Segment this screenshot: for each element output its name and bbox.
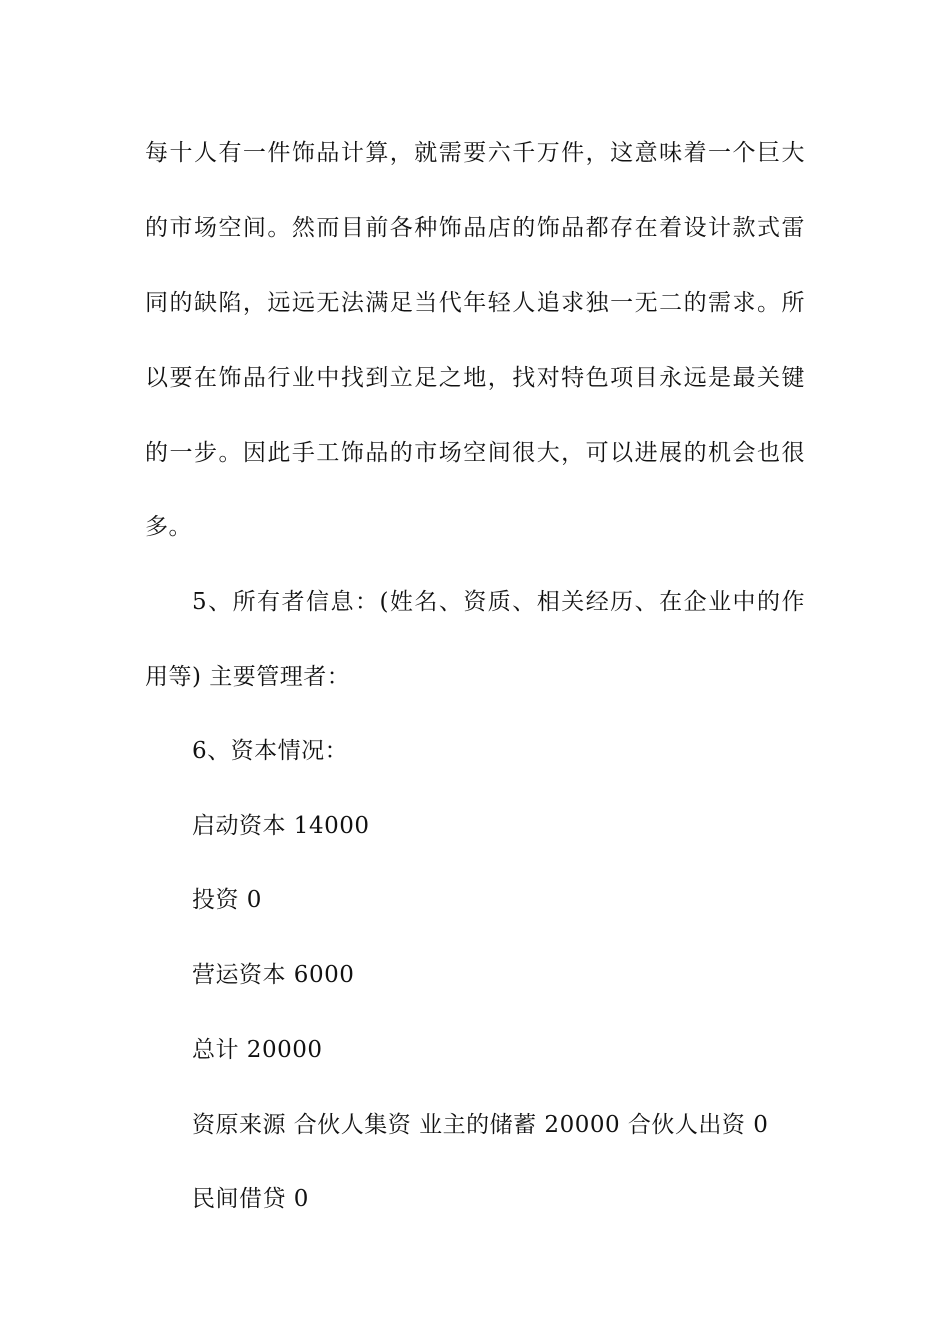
market-paragraph-line-1: 每十人有一件饰品计算，就需要六千万件，这意味着一个巨大 bbox=[145, 140, 805, 166]
capital-heading: 6、资本情况： bbox=[192, 738, 349, 764]
owner-info-line-1: 5、所有者信息：(姓名、资质、相关经历、在企业中的作 bbox=[192, 589, 805, 615]
capital-item-private-loan: 民间借贷 0 bbox=[192, 1186, 309, 1212]
market-paragraph-line-4: 以要在饰品行业中找到立足之地，找对特色项目永远是最关键 bbox=[145, 365, 805, 391]
market-paragraph-line-6: 多。 bbox=[145, 514, 192, 540]
owner-info-line-2: 用等) 主要管理者： bbox=[145, 664, 351, 690]
capital-item-sources: 资原来源 合伙人集资 业主的储蓄 20000 合伙人出资 0 bbox=[192, 1112, 769, 1138]
market-paragraph-line-3: 同的缺陷，远远无法满足当代年轻人追求独一无二的需求。所 bbox=[145, 290, 805, 316]
capital-item-working: 营运资本 6000 bbox=[192, 962, 355, 988]
capital-item-startup: 启动资本 14000 bbox=[192, 813, 370, 839]
capital-item-investment: 投资 0 bbox=[192, 887, 262, 913]
market-paragraph-line-2: 的市场空间。然而目前各种饰品店的饰品都存在着设计款式雷 bbox=[145, 215, 805, 241]
capital-item-total: 总计 20000 bbox=[192, 1037, 323, 1063]
market-paragraph-line-5: 的一步。因此手工饰品的市场空间很大，可以进展的机会也很 bbox=[145, 440, 805, 466]
